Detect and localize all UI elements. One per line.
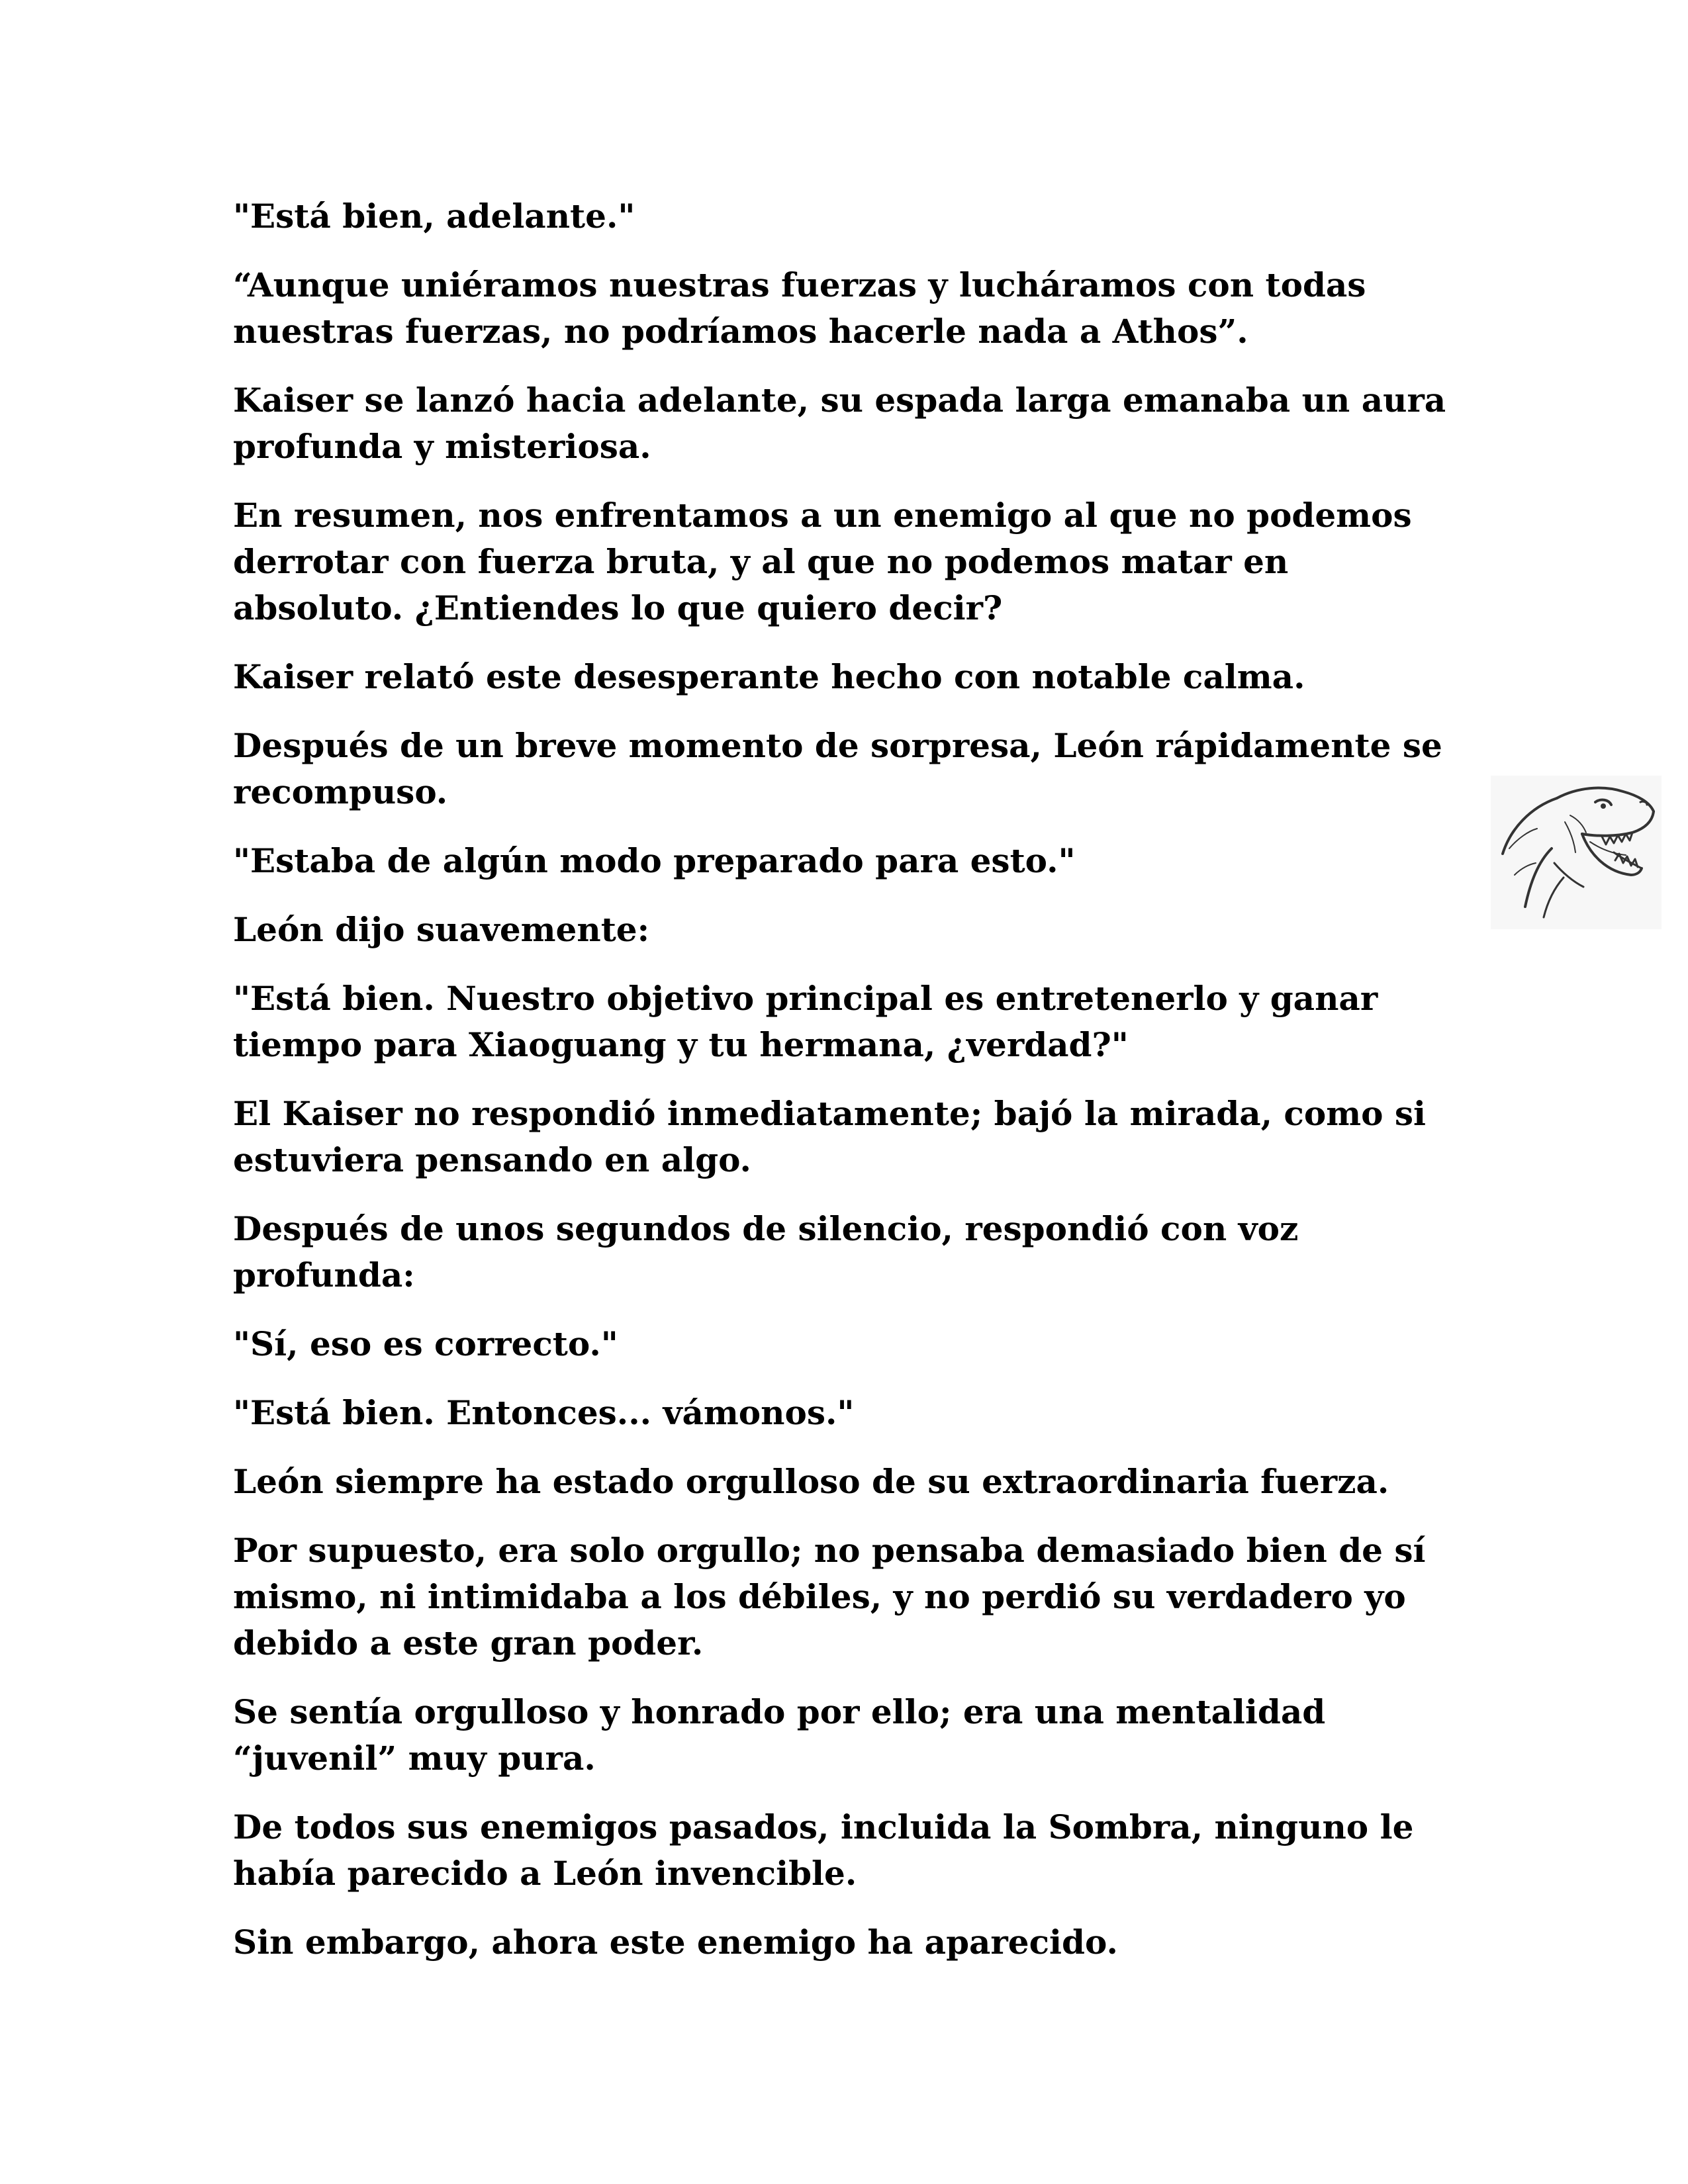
paragraph: "Estaba de algún modo preparado para esto." [233,841,1076,880]
paragraph: Después de un breve momento de sorpresa, León rápidamente se recompuso. [233,726,1442,811]
paragraph: Kaiser relató este desesperante hecho con notable calma. [233,657,1305,696]
dinosaur-head-icon [1491,776,1662,929]
paragraph: Después de unos segundos de silencio, respondió con voz profunda: [233,1209,1299,1295]
paragraph: De todos sus enemigos pasados, incluida la Sombra, ninguno le había parecido a León invencible. [233,1807,1414,1893]
paragraph: “Aunque uniéramos nuestras fuerzas y lucháramos con todas nuestras fuerzas, no podríamos hacerle nada a Athos”. [233,265,1366,351]
paragraph: León dijo suavemente: [233,910,650,949]
paragraph: Sin embargo, ahora este enemigo ha aparecido. [233,1923,1118,1962]
paragraph: "Está bien, adelante." [233,197,635,236]
paragraph: Se sentía orgulloso y honrado por ello; era una mentalidad “juvenil” muy pura. [233,1692,1326,1778]
text-body [233,193,1464,1988]
paragraph: Kaiser se lanzó hacia adelante, su espada larga emanaba un aura profunda y misteriosa. [233,381,1446,466]
paragraph: "Está bien. Nuestro objetivo principal es entretenerlo y ganar tiempo para Xiaoguang y tu hermana, ¿verdad?" [233,979,1378,1064]
paragraph: Por supuesto, era solo orgullo; no pensaba demasiado bien de sí mismo, ni intimidaba a los débiles, y no perdió su verdadero yo debido a este gran poder. [233,1531,1426,1662]
paragraph: "Sí, eso es correcto." [233,1324,618,1363]
paragraph: El Kaiser no respondió inmediatamente; bajó la mirada, como si estuviera pensando en algo. [233,1094,1427,1179]
paragraph: León siempre ha estado orgulloso de su extraordinaria fuerza. [233,1462,1389,1501]
paragraph: En resumen, nos enfrentamos a un enemigo al que no podemos derrotar con fuerza bruta, y al que no podemos matar en absoluto. ¿Entiendes lo que quiero decir? [233,496,1412,627]
paragraph: "Está bien. Entonces... vámonos." [233,1393,855,1432]
